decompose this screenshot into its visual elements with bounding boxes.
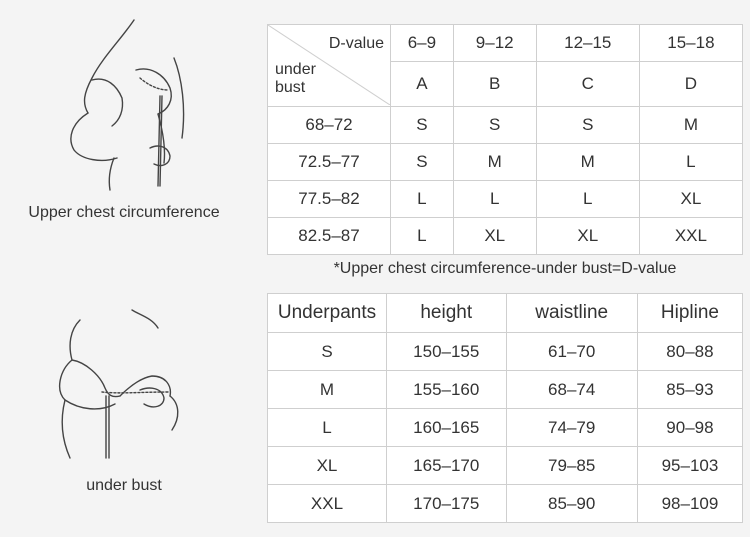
size-cell: S: [453, 107, 536, 144]
table-row: [268, 447, 743, 485]
size-cell: M: [639, 107, 742, 144]
underpants-size-table: [267, 293, 743, 523]
bra-size-table: [267, 24, 743, 255]
size-cell: XXL: [639, 218, 742, 255]
cup-letter-cell: D: [639, 62, 742, 107]
size-cell: S: [391, 144, 454, 181]
d-range-cell: 12–15: [536, 25, 639, 62]
d-range-cell: 9–12: [453, 25, 536, 62]
size-cell: L: [391, 218, 454, 255]
size-cell: S: [536, 107, 639, 144]
corner-header-cell: [268, 25, 391, 107]
upper-chest-illustration: [62, 18, 192, 193]
size-cell: S: [268, 333, 387, 371]
under-bust-range-cell: 77.5–82: [268, 181, 391, 218]
d-value-formula-note: *Upper chest circumference-under bust=D-value: [333, 260, 677, 277]
table-row: [268, 144, 743, 181]
size-cell: L: [268, 409, 387, 447]
size-cell: M: [536, 144, 639, 181]
height-cell: 170–175: [387, 485, 507, 523]
table-row: [268, 218, 743, 255]
size-cell: L: [639, 144, 742, 181]
under-bust-range-cell: 72.5–77: [268, 144, 391, 181]
waistline-cell: 61–70: [506, 333, 637, 371]
table-row: [268, 181, 743, 218]
size-cell: S: [391, 107, 454, 144]
hipline-cell: 85–93: [637, 371, 742, 409]
size-cell: M: [268, 371, 387, 409]
cup-letter-cell: B: [453, 62, 536, 107]
upper-chest-caption: Upper chest circumference: [28, 204, 220, 221]
under-bust-label: [275, 61, 316, 97]
under-bust-label-line1: under: [275, 61, 316, 78]
height-cell: 150–155: [387, 333, 507, 371]
height-cell: 165–170: [387, 447, 507, 485]
under-bust-illustration: [40, 300, 200, 460]
under-bust-label-line2: bust: [275, 79, 306, 96]
table-row: [268, 485, 743, 523]
d-value-label: D-value: [328, 35, 384, 52]
size-cell: L: [536, 181, 639, 218]
cup-letter-cell: C: [536, 62, 639, 107]
waistline-cell: 68–74: [506, 371, 637, 409]
hipline-cell: 95–103: [637, 447, 742, 485]
column-header: Hipline: [637, 294, 742, 333]
table-row: [268, 409, 743, 447]
hipline-cell: 90–98: [637, 409, 742, 447]
height-cell: 155–160: [387, 371, 507, 409]
d-range-cell: 15–18: [639, 25, 742, 62]
hipline-cell: 80–88: [637, 333, 742, 371]
size-cell: XL: [268, 447, 387, 485]
size-cell: XL: [536, 218, 639, 255]
waistline-cell: 79–85: [506, 447, 637, 485]
column-header: height: [387, 294, 507, 333]
under-bust-caption: under bust: [86, 477, 162, 494]
size-cell: L: [453, 181, 536, 218]
size-cell: M: [453, 144, 536, 181]
column-header: waistline: [506, 294, 637, 333]
d-value-header-row: [268, 25, 743, 62]
cup-letter-cell: A: [391, 62, 454, 107]
waistline-cell: 74–79: [506, 409, 637, 447]
table-row: [268, 333, 743, 371]
table-row: [268, 107, 743, 144]
underpants-header-row: [268, 294, 743, 333]
under-bust-range-cell: 82.5–87: [268, 218, 391, 255]
waistline-cell: 85–90: [506, 485, 637, 523]
hipline-cell: 98–109: [637, 485, 742, 523]
table-row: [268, 371, 743, 409]
column-header: Underpants: [268, 294, 387, 333]
size-cell: XL: [453, 218, 536, 255]
size-cell: XXL: [268, 485, 387, 523]
d-range-cell: 6–9: [391, 25, 454, 62]
height-cell: 160–165: [387, 409, 507, 447]
size-cell: L: [391, 181, 454, 218]
size-cell: XL: [639, 181, 742, 218]
under-bust-range-cell: 68–72: [268, 107, 391, 144]
